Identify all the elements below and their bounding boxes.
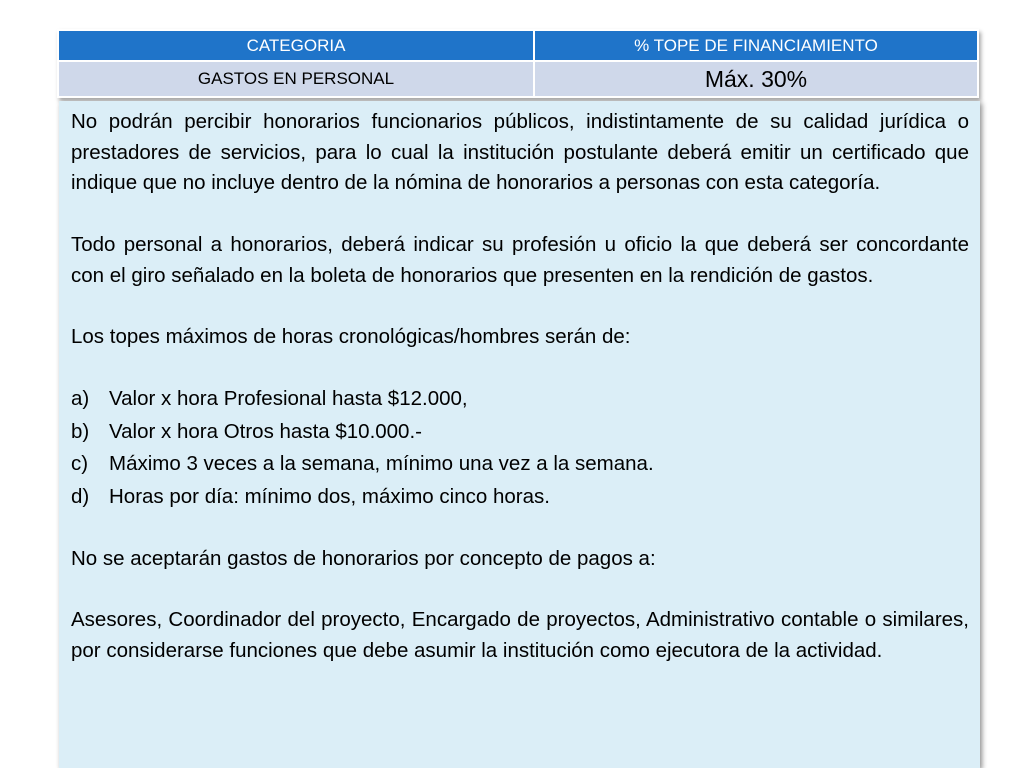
spacer [71,199,969,230]
spacer [71,353,969,384]
table-header-row [58,30,978,61]
header-tope: % TOPE DE FINANCIAMIENTO [534,30,978,61]
cell-tope: Máx. 30% [534,61,978,97]
list-marker: b) [71,419,90,443]
financing-table [57,29,979,98]
list-marker: a) [71,387,90,411]
spacer [71,575,969,606]
list-marker: c) [71,452,89,476]
list-text: Valor x hora Otros hasta $10.000.- [109,419,422,443]
paragraph-not-accepted: No se aceptarán gastos de honorarios por concepto de pagos a: [71,546,656,570]
list-item [71,448,969,481]
list-text: Horas por día: mínimo dos, máximo cinco horas. [109,484,550,508]
paragraph-excluded-roles: Asesores, Coordinador del proyecto, Encargado de proyectos, Administrativo contable o similares, por considerarse funciones que debe asumir la institución como ejecutora de la actividad. [71,608,969,663]
list-marker: d) [71,484,90,508]
paragraph-hour-limits: Los topes máximos de horas cronológicas/hombres serán de: [71,324,631,348]
list-text: Máximo 3 veces a la semana, mínimo una vez a la semana. [109,452,654,476]
cell-category: GASTOS EN PERSONAL [58,61,534,97]
paragraph-personnel: Todo personal a honorarios, deberá indicar su profesión u oficio la que deberá ser concordante con el giro señalado en la boleta de honorarios que presenten en la rendición de gastos. [71,232,969,287]
list-item [71,383,969,416]
list-text: Valor x hora Profesional hasta $12.000, [109,387,468,411]
rules-text-box [59,101,980,768]
spacer [71,291,969,322]
table-row [58,61,978,97]
list-item [71,481,969,514]
header-category: CATEGORIA [58,30,534,61]
spacer [71,513,969,544]
paragraph-public-officials: No podrán percibir honorarios funcionarios públicos, indistintamente de su calidad jurídica o prestadores de servicios, para lo cual la institución postulante deberá emitir un certificado que indique que no incluye dentro de la nómina de honorarios a personas con esta categoría. [71,110,969,195]
list-item [71,416,969,449]
